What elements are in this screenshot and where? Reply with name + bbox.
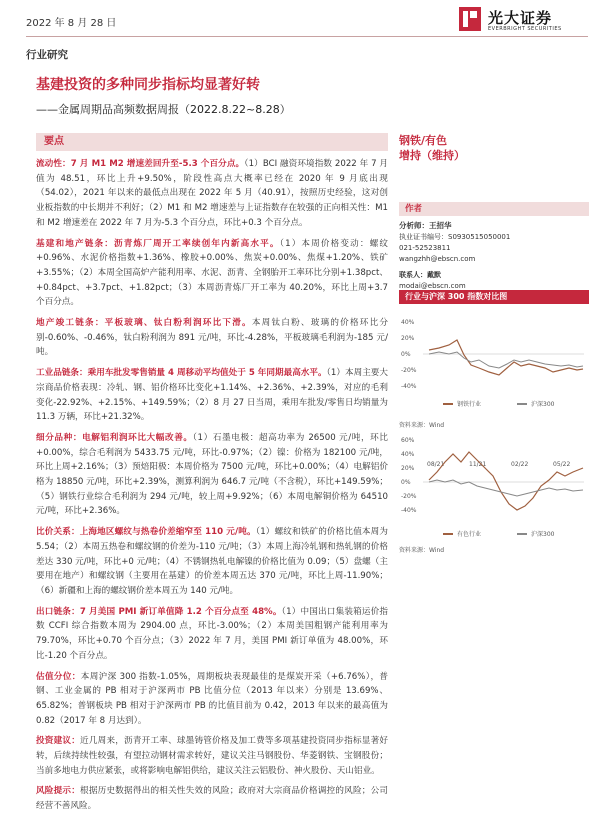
analyst-name: 王招华 xyxy=(429,221,452,230)
paragraph-body: 本周沪深 300 指数-1.05%，周期板块表现最佳的是煤炭开采（+6.76%），普钢、工业金属的 PB 相对于沪深两市 PB 比值分位（2013 年以来）分别是 13.69%、65.82%；普钢板块 PB 相对于沪深两市 PB 的比值目前为 0.42，2013 年以来的最高值为 0.82（2017 年 8 月达到）。 xyxy=(36,671,388,726)
summary-paragraph xyxy=(36,431,388,519)
key-points-section xyxy=(36,133,388,814)
legend-nonferrous: 有色行业 xyxy=(457,531,482,538)
report-title: 基建投资的多种同步指标均显著好转 xyxy=(36,77,260,93)
y-tick-label: 0% xyxy=(401,351,411,358)
legend-swatch-nonferrous xyxy=(443,533,453,535)
x-tick-label: 08/21 xyxy=(427,461,445,468)
summary-paragraph xyxy=(36,525,388,599)
company-logo xyxy=(458,4,588,34)
steel-vs-csi300-chart xyxy=(399,310,589,410)
paragraph-lead: 流动性：7 月 M1 M2 增速差回升至-5.3 个百分点。 xyxy=(36,159,245,169)
summary-paragraph xyxy=(36,670,388,729)
legend-steel: 钢铁行业 xyxy=(457,401,482,408)
paragraph-body: （1）BCI 融资环境指数 2022 年 7 月值为 48.51，环比上升+9.50%，阶段性高点大概率已经在 2020 年 9 月底出现（54.02），2021 年以来的最低点出现在 2022 年 5 月（40.91），按照历史经验，这对创业板指数的中长期并不利好；（2）M1 和 M2 增速差与上证指数存在较强的正向相关性：M1 和 M2 增速差在 2022 年 7 月为-5.3 个百分点，环比+0.3 个百分点。 xyxy=(36,159,388,228)
paragraph-lead: 出口链条：7 月美国 PMI 新订单值降 1.2 个百分点至 48%。 xyxy=(36,606,282,617)
author-header: 作者 xyxy=(399,202,589,216)
summary-paragraph xyxy=(36,366,388,425)
license-number: 执业证书编号：S0930515050001 xyxy=(399,233,511,241)
y-tick-label: -40% xyxy=(401,383,417,390)
y-tick-label: 20% xyxy=(401,465,415,472)
legend-csi300-2: 沪深300 xyxy=(531,531,555,538)
series-steel-line xyxy=(429,340,583,375)
series-csi300-line xyxy=(429,352,583,368)
header-divider xyxy=(26,36,588,37)
paragraph-lead: 比价关系：上海地区螺纹与热卷价差缩窄至 110 元/吨。 xyxy=(36,527,256,538)
paragraph-body: 近几周来，沥青开工率、球墨铸管价格及加工费等多项基建投资同步指标显著好转，后续持续性较强，有望拉动钢材需求转好，建议关注马钢股份、华菱钢铁、宝钢股份；当前多地电力供应紧张，或将影响电解铝供给，建议关注云铝股份、神火股份、天山铝业。 xyxy=(36,736,388,776)
paragraph-lead: 投资建议： xyxy=(36,736,81,747)
paragraph-lead: 基建和地产链条：沥青炼厂周开工率续创年内新高水平。 xyxy=(36,238,280,249)
y-tick-label: 20% xyxy=(401,335,415,342)
y-tick-label: -20% xyxy=(401,367,417,374)
paragraph-lead: 细分品种：电解铝利润环比大幅改善。 xyxy=(36,432,193,443)
summary-paragraph xyxy=(36,157,388,231)
summary-paragraph xyxy=(36,316,388,360)
x-tick-label: 05/22 xyxy=(553,461,571,468)
nonferrous-vs-csi300-chart xyxy=(399,432,589,540)
summary-paragraph xyxy=(36,237,388,311)
y-tick-label: 40% xyxy=(401,319,415,326)
paragraph-body: 本周钛白粉、玻璃的价格环比分别-0.60%、-0.46%，钛白粉利润为 891 元/吨，环比-4.28%，平板玻璃毛利润为-185 元/吨。 xyxy=(36,318,388,358)
paragraph-lead: 工业品链条：乘用车批发零售销量 4 周移动平均值处于 5 年同期最高水平。 xyxy=(36,368,327,379)
paragraph-body: （1）螺纹和铁矿的价格比值本周为 5.54；（2）本周五热卷和螺纹钢的价差为-110 元/吨；（3）本周上海冷轧钢和热轧钢的价格差达 330 元/吨，环比+0 元/吨；（4）不锈钢热轧电解镍的价格比值为 0.09；（5）盘螺（主要用在地产）和螺纹钢（主要用在基建）的价差本周五达 370 元/吨，环比上周-11.90%；（6）新疆和上海的螺纹钢价差本周五为 140 元/吨。 xyxy=(36,527,388,596)
x-tick-label: 11/21 xyxy=(469,461,487,468)
y-tick-label: 60% xyxy=(401,437,415,444)
analyst-email[interactable]: wangzhh@ebscn.com xyxy=(399,255,476,263)
paragraph-lead: 风险提示： xyxy=(36,786,81,797)
report-date: 2022 年 8 月 28 日 xyxy=(26,18,117,29)
paragraph-lead: 地产竣工链条：平板玻璃、钛白粉利润环比下滑。 xyxy=(36,318,252,329)
sidebar xyxy=(399,133,589,292)
summary-paragraph xyxy=(36,605,388,664)
paragraph-body: （1）本周主要大宗商品价格表现：冷轧、钢、铝价格环比变化+1.14%、+2.36%、+2.39%，对应的毛利变化-22.92%、+2.15%、+149.59%；（2）8 月 27 日当周，乘用车批发/零售日均销量为 11.3 万辆，环比+21.32%。 xyxy=(36,368,388,423)
paragraph-body: （1）本周价格变动：螺纹+0.96%、水泥价格指数+1.36%、橡胶+0.00%、焦炭+0.00%、焦煤+1.20%、铁矿+3.55%；（2）本周全国高炉产能利用率、水泥、沥青、全钢胎开工率环比分别+1.38pct、+0.84pct、+3.7pct、+1.82pct；（3）本周沥青炼厂开工率为 40.20%，环比上周+3.7 个百分点。 xyxy=(36,238,388,308)
paragraph-body: 根据历史数据得出的相关性失效的风险；政府对大宗商品价格调控的风险；公司经营不善风险。 xyxy=(36,786,388,812)
chart-source-2: 资料来源：Wind xyxy=(399,547,445,554)
contact-label: 联系人： xyxy=(399,271,427,279)
logo-text: 光大证券 xyxy=(488,9,553,27)
legend-swatch-csi300 xyxy=(517,403,527,405)
paragraph-lead: 估值分位： xyxy=(36,671,81,682)
y-tick-label: -40% xyxy=(401,507,417,514)
sector-name: 钢铁/有色 xyxy=(399,134,448,147)
report-subtitle: ——金属周期品高频数据周报（2022.8.22~8.28） xyxy=(36,103,291,116)
x-tick-label: 02/22 xyxy=(511,461,529,468)
paragraph-list xyxy=(36,157,388,814)
series-csi300-line-2 xyxy=(429,480,583,496)
analyst-phone: 021-52523811 xyxy=(399,244,451,252)
logo-subtext: EVERBRIGHT SECURITIES xyxy=(488,26,562,32)
analyst-info xyxy=(399,220,589,265)
y-tick-label: -20% xyxy=(401,493,417,500)
paragraph-body: （1）石墨电极：超高功率为 26500 元/吨，环比+0.00%，综合毛利润为 5433.75 元/吨，环比-0.97%；（2）镍：价格为 182100 元/吨，环比上周+2.16%；（3）预焙阳极：本周价格为 7500 元/吨，环比+0.00%；（4）电解铝价格为 18850 元/吨，环比+2.39%，测算利润为 646.7 元/吨（不含税），环比+149.59%；（5）钢铁行业综合毛利润为 294 元/吨，较上周+9.92%；（6）本周电解铜价格为 64510 元/吨，环比+2.36%。 xyxy=(36,432,388,517)
contact-name: 戴默 xyxy=(427,271,441,279)
contact-email[interactable]: modai@ebscn.com xyxy=(399,282,466,290)
legend-csi300: 沪深300 xyxy=(531,401,555,408)
rating: 增持（维持） xyxy=(399,149,465,162)
chart-source: 资料来源：Wind xyxy=(399,422,445,429)
chart-header: 行业与沪深 300 指数对比图 xyxy=(399,290,589,304)
contact-info xyxy=(399,270,589,292)
y-tick-label: 0% xyxy=(401,479,411,486)
logo-mark-icon xyxy=(458,6,482,32)
section-header: 要点 xyxy=(36,133,388,151)
legend-swatch-csi300-2 xyxy=(517,533,527,535)
paragraph-body: （1）中国出口集装箱运价指数 CCFI 综合指数本周为 2904.00 点，环比-3.00%；（2）本周美国粗钢产能利用率为 79.70%，环比+0.70 个百分点；（3）2022 年 7 月，美国 PMI 新订单值为 48.00%，环比-1.20 个百分点。 xyxy=(36,606,388,661)
y-tick-label: 40% xyxy=(401,451,415,458)
report-category: 行业研究 xyxy=(26,49,68,61)
analyst-label: 分析师： xyxy=(399,221,429,230)
summary-paragraph xyxy=(36,734,388,778)
summary-paragraph xyxy=(36,784,388,813)
legend-swatch-steel xyxy=(443,403,453,405)
